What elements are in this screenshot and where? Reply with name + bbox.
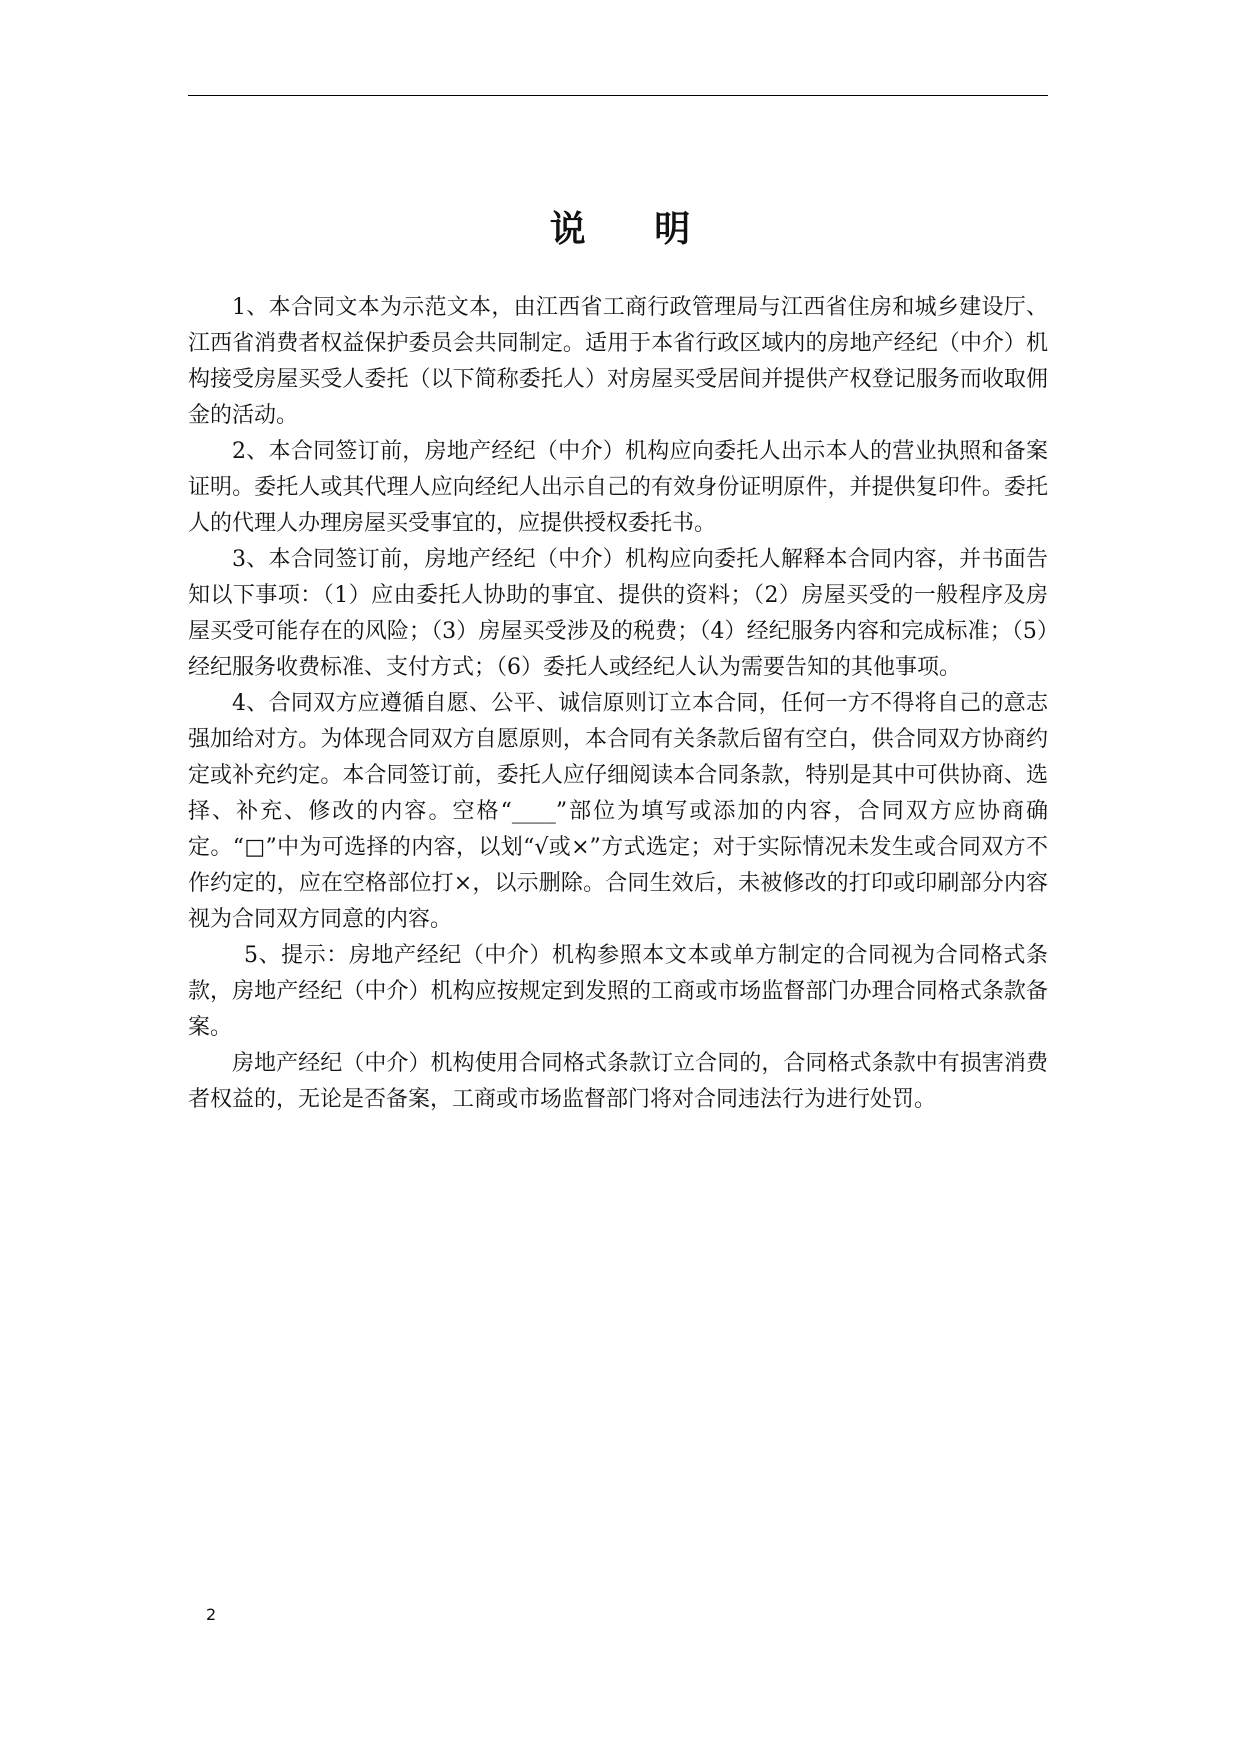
paragraph-2: 2、本合同签订前，房地产经纪（中介）机构应向委托人出示本人的营业执照和备案证明。委托人或其代理人应向经纪人出示自己的有效身份证明原件，并提供复印件。委托人的代理人办理房屋买受事宜的，应提供授权委托书。 <box>188 439 1048 536</box>
header-rule <box>188 95 1048 96</box>
paragraph-1: 1、本合同文本为示范文本，由江西省工商行政管理局与江西省住房和城乡建设厅、江西省消费者权益保护委员会共同制定。适用于本省行政区域内的房地产经纪（中介）机构接受房屋买受人委托（以下简称委托人）对房屋买受居间并提供产权登记服务而收取佣金的活动。 <box>188 295 1048 428</box>
page-number: 2 <box>206 1605 217 1624</box>
paragraph-5: 5、提示：房地产经纪（中介）机构参照本文本或单方制定的合同视为合同格式条款，房地产经纪（中介）机构应按规定到发照的工商或市场监督部门办理合同格式条款备案。 <box>188 943 1048 1040</box>
document-body <box>188 290 1048 1118</box>
paragraph-3: 3、本合同签订前，房地产经纪（中介）机构应向委托人解释本合同内容，并书面告知以下事项：（1）应由委托人协助的事宜、提供的资料；（2）房屋买受的一般程序及房屋买受可能存在的风险；（3）房屋买受涉及的税费；（4）经纪服务内容和完成标准；（5）经纪服务收费标准、支付方式；（6）委托人或经纪人认为需要告知的其他事项。 <box>188 547 1048 680</box>
page-title: 说 明 <box>549 209 719 250</box>
paragraph-6: 房地产经纪（中介）机构使用合同格式条款订立合同的，合同格式条款中有损害消费者权益的，无论是否备案，工商或市场监督部门将对合同违法行为进行处罚。 <box>188 1051 1048 1112</box>
paragraph-4: 4、合同双方应遵循自愿、公平、诚信原则订立本合同，任何一方不得将自己的意志强加给对方。为体现合同双方自愿原则，本合同有关条款后留有空白，供合同双方协商约定或补充约定。本合同签订前，委托人应仔细阅读本合同条款，特别是其中可供协商、选择、补充、修改的内容。空格“____”部位为填写或添加的内容，合同双方应协商确定。“□”中为可选择的内容，以划“√或×”方式选定；对于实际情况未发生或合同双方不作约定的，应在空格部位打×，以示删除。合同生效后，未被修改的打印或印刷部分内容视为合同双方同意的内容。 <box>188 691 1048 932</box>
